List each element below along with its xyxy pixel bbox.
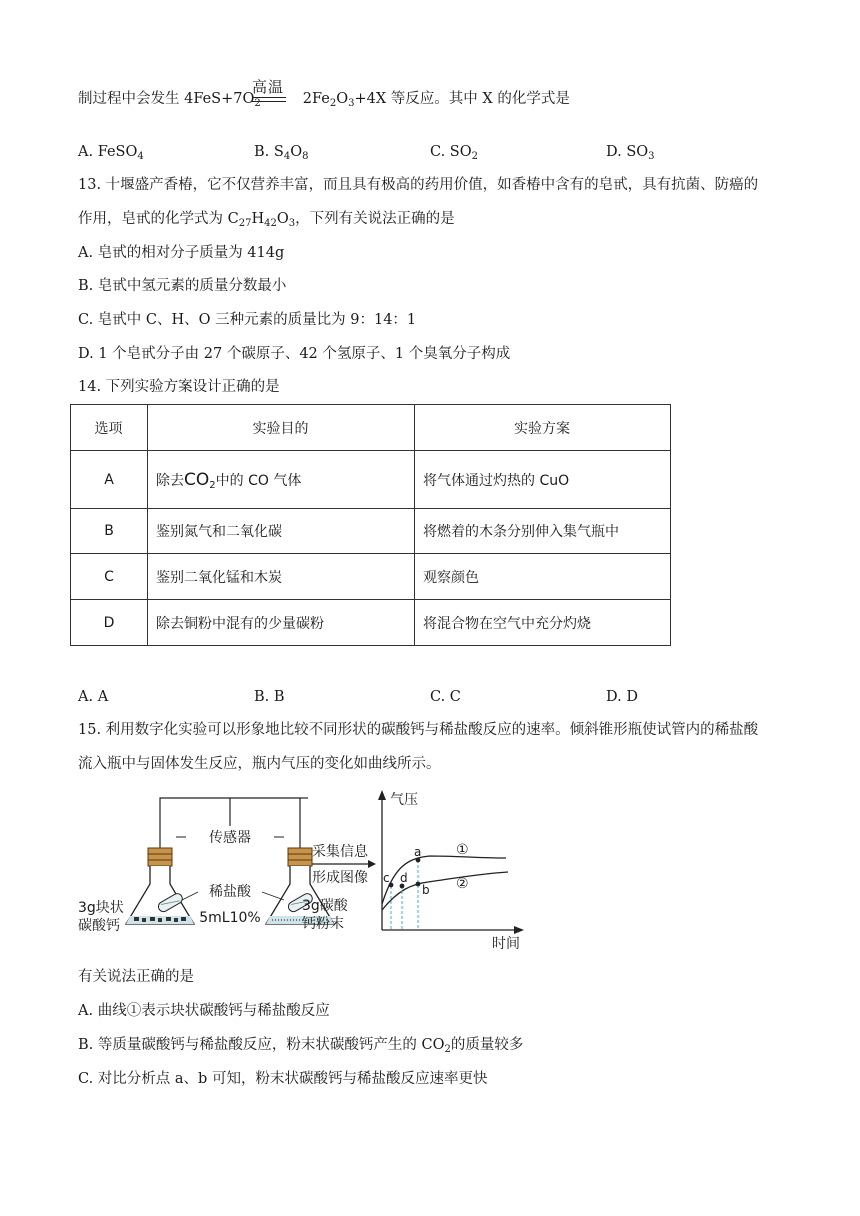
left-flask [126, 848, 194, 924]
table-row: B 鉴别氮气和二氧化碳 将燃着的木条分别伸入集气瓶中 [71, 509, 671, 554]
label-c: c [383, 871, 390, 885]
label-a: a [414, 845, 422, 859]
q14-option-c[interactable]: C. C [430, 689, 461, 705]
acid-pointer-right [262, 892, 284, 900]
header-purpose: 实验目的 [148, 405, 415, 451]
label-b: b [422, 883, 430, 897]
q12-equation-line: 制过程中会发生 $4FeS+7O_2$ $2Fe_2O_3+4X$ 等反应。其中 X 的化学式是 [78, 91, 570, 109]
header-option: 选项 [71, 405, 148, 451]
acid-label: 稀盐酸 [209, 884, 251, 900]
left-flask-label-1: 3g块状 [78, 900, 124, 916]
y-axis-label: 气压 [390, 792, 418, 808]
acid-amount-label: 5mL10% [199, 910, 261, 926]
q15-sub-stem: 有关说法正确的是 [78, 969, 194, 985]
q13-option-c[interactable]: C. 皂甙中 C、H、O 三种元素的质量比为 9：14：1 [78, 312, 417, 328]
sensor-label: 传感器 [209, 830, 251, 846]
point-b [416, 882, 421, 887]
q14-option-a[interactable]: A. A [78, 689, 109, 705]
header-plan: 实验方案 [415, 405, 671, 451]
reaction-condition: 高温 [252, 78, 285, 96]
q12-option-c[interactable]: C. $SO_2$ [430, 144, 478, 162]
table-row: C 鉴别二氧化锰和木炭 观察颜色 [71, 554, 671, 600]
acid-pointer-left [182, 892, 198, 900]
collect-arrowhead [368, 860, 376, 868]
collect-label-2: 形成图像 [312, 870, 368, 886]
experiment-figure [78, 786, 538, 956]
q12-option-a[interactable]: A. FeSO$_4$ [78, 144, 144, 162]
q13-stem-line2: 作用，皂甙的化学式为 $C_{27}H_{42}O_3$，下列有关说法正确的是 [78, 211, 455, 229]
x-axis-label: 时间 [492, 936, 520, 952]
q13-option-b[interactable]: B. 皂甙中氢元素的质量分数最小 [78, 278, 287, 294]
q12-option-d[interactable]: D. $SO_3$ [606, 144, 655, 162]
table-row: D 除去铜粉中混有的少量碳粉 将混合物在空气中充分灼烧 [71, 600, 671, 646]
q15-option-b[interactable]: B. 等质量碳酸钙与稀盐酸反应，粉末状碳酸钙产生的 $CO_2$的质量较多 [78, 1037, 524, 1055]
q15-stem-line2: 流入瓶中与固体发生反应，瓶内气压的变化如曲线所示。 [78, 756, 441, 772]
curve-2-label: ② [456, 876, 469, 892]
table-row: A 除去$CO_2$中的 CO 气体 将气体通过灼热的 CuO [71, 451, 671, 509]
collect-label-1: 采集信息 [312, 844, 368, 860]
q13-option-d[interactable]: D. 1 个皂甙分子由 27 个碳原子、42 个氢原子、1 个臭氧分子构成 [78, 346, 511, 362]
q14-stem: 14. 下列实验方案设计正确的是 [78, 379, 280, 395]
q15-stem-line1: 15. 利用数字化实验可以形象地比较不同形状的碳酸钙与稀盐酸反应的速率。倾斜锥形瓶使试管内的稀盐酸 [78, 722, 759, 738]
q13-option-a[interactable]: A. 皂甙的相对分子质量为 414g [78, 245, 285, 261]
q12-option-b[interactable]: B. $S_4O_8$ [254, 144, 309, 162]
q14-option-b[interactable]: B. B [254, 689, 285, 705]
q13-stem-line1: 13. 十堰盛产香椿，它不仅营养丰富，而且具有极高的药用价值，如香椿中含有的皂甙，具有抗菌、防癌的 [78, 177, 759, 193]
right-flask-label-1: 3g碳酸 [302, 898, 348, 914]
right-flask-label-2: 钙粉末 [302, 916, 344, 932]
curve-1-label: ① [456, 842, 469, 858]
experiment-table [70, 404, 671, 646]
q14-option-d[interactable]: D. D [606, 689, 638, 705]
pressure-graph [378, 790, 524, 952]
q15-option-c[interactable]: C. 对比分析点 a、b 可知，粉末状碳酸钙与稀盐酸反应速率更快 [78, 1071, 488, 1087]
label-d: d [400, 871, 408, 885]
q15-option-a[interactable]: A. 曲线①表示块状碳酸钙与稀盐酸反应 [78, 1003, 330, 1019]
left-flask-label-2: 碳酸钙 [78, 918, 120, 934]
table-header-row [71, 405, 671, 451]
